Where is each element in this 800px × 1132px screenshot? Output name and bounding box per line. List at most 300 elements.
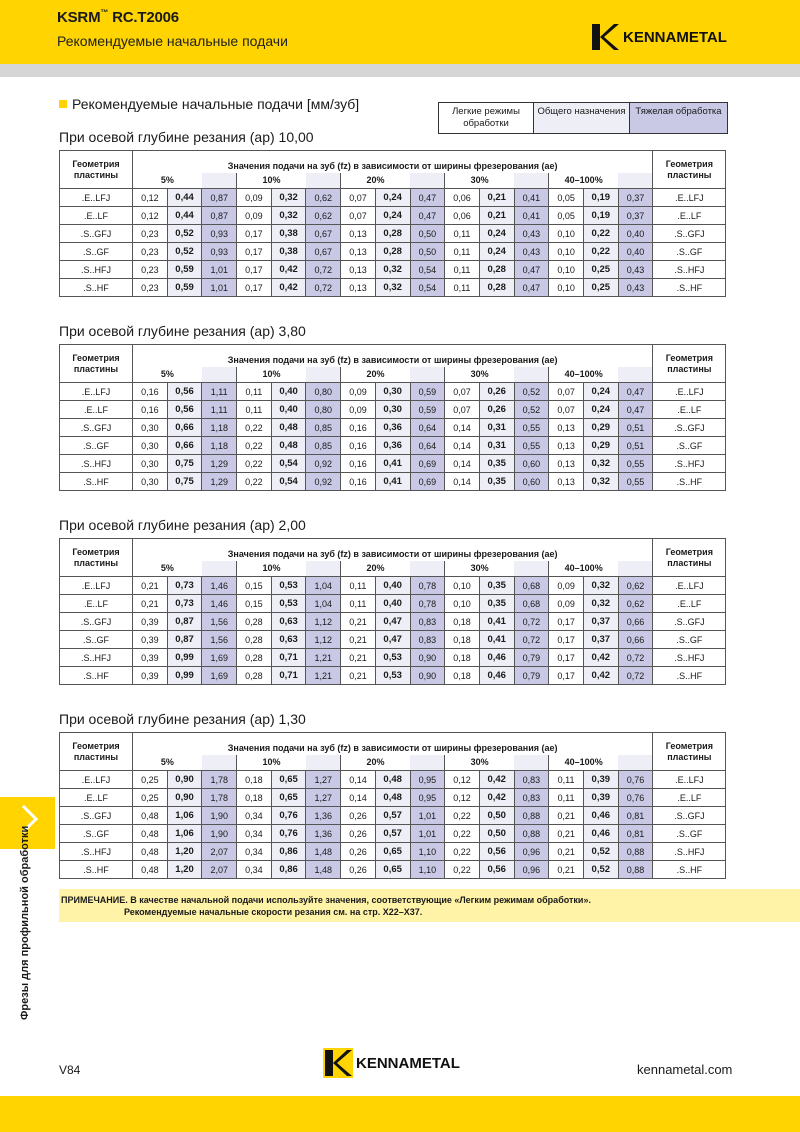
feed-value-cell: 0,22 [445,807,480,825]
feed-value-cell: 1,01 [410,807,445,825]
feed-value-cell: 0,15 [237,595,272,613]
feed-value-cell: 0,34 [237,807,272,825]
table-row [60,455,726,473]
feed-value-cell: 0,17 [549,613,584,631]
feed-value-cell: 0,39 [583,771,618,789]
feed-value-cell: 0,40 [618,243,653,261]
feed-value-cell: 0,69 [410,455,445,473]
width-header-spacer [202,173,237,189]
feed-value-cell: 0,85 [306,419,341,437]
feed-value-cell: 0,67 [306,225,341,243]
feed-value-cell: 1,36 [306,825,341,843]
feed-value-cell: 0,47 [514,261,549,279]
feed-value-cell: 0,18 [445,667,480,685]
kennametal-logo [590,22,727,52]
footer-logo-wordmark: KENNAMETAL [356,1054,460,1072]
geometry-cell-right: .S..GF [653,825,726,843]
geometry-cell-right: .E..LFJ [653,189,726,207]
geometry-cell-right: .E..LFJ [653,383,726,401]
table-row [60,473,726,491]
feed-value-cell: 0,56 [167,401,202,419]
feed-value-cell: 0,31 [479,419,514,437]
feed-value-cell: 0,36 [375,419,410,437]
feed-value-cell: 1,10 [410,861,445,879]
feed-value-cell: 0,96 [514,861,549,879]
feed-value-cell: 0,06 [445,207,480,225]
feed-value-cell: 0,37 [583,631,618,649]
feed-value-cell: 0,52 [514,401,549,419]
geometry-cell-right: .S..GFJ [653,419,726,437]
feed-value-cell: 0,30 [133,419,168,437]
feed-value-cell: 0,50 [410,243,445,261]
width-header-spacer [306,755,341,771]
feed-value-cell: 0,83 [410,613,445,631]
feed-value-cell: 0,90 [410,649,445,667]
feed-value-cell: 1,56 [202,631,237,649]
feed-value-cell: 0,16 [133,401,168,419]
footer-kennametal-logo [323,1048,460,1078]
feed-value-cell: 0,17 [237,261,272,279]
feed-value-cell: 0,11 [445,225,480,243]
feed-value-cell: 0,12 [445,789,480,807]
width-header: 40–100% [549,755,618,771]
feed-value-cell: 0,55 [618,455,653,473]
feed-value-cell: 0,83 [410,631,445,649]
feed-value-cell: 0,09 [549,577,584,595]
feed-value-cell: 0,21 [133,595,168,613]
feed-value-cell: 0,75 [167,455,202,473]
feed-value-cell: 0,25 [583,279,618,297]
feed-value-cell: 0,11 [341,577,376,595]
feed-value-cell: 0,40 [618,225,653,243]
feed-value-cell: 0,14 [445,437,480,455]
feed-value-cell: 0,55 [514,419,549,437]
feed-value-cell: 0,32 [583,577,618,595]
feed-value-cell: 1,01 [410,825,445,843]
feed-value-cell: 0,11 [549,789,584,807]
geometry-cell-right: .S..HF [653,667,726,685]
feed-value-cell: 0,32 [375,279,410,297]
feed-value-cell: 0,48 [133,861,168,879]
feed-value-cell: 1,12 [306,613,341,631]
feed-value-cell: 0,14 [341,789,376,807]
feed-value-cell: 0,53 [271,577,306,595]
feed-value-cell: 0,85 [306,437,341,455]
feed-value-cell: 0,22 [237,473,272,491]
feed-value-cell: 0,36 [375,437,410,455]
feed-value-cell: 0,13 [549,473,584,491]
feed-value-cell: 0,24 [375,207,410,225]
feed-value-cell: 0,39 [583,789,618,807]
feed-value-cell: 1,18 [202,437,237,455]
feed-value-cell: 0,11 [341,595,376,613]
feed-value-cell: 0,52 [167,225,202,243]
depth-title-1: При осевой глубине резания (ap) 10,00 [59,129,314,145]
feed-value-cell: 2,07 [202,861,237,879]
feed-value-cell: 0,90 [167,771,202,789]
feed-value-cell: 0,11 [237,401,272,419]
feed-value-cell: 0,09 [237,207,272,225]
feed-value-cell: 0,76 [271,807,306,825]
feed-value-cell: 0,67 [306,243,341,261]
feed-value-cell: 0,86 [271,843,306,861]
width-header: 20% [341,755,410,771]
feed-value-cell: 0,43 [514,225,549,243]
geometry-cell-right: .S..HFJ [653,455,726,473]
feed-value-cell: 0,40 [271,383,306,401]
legend [438,102,728,134]
feed-value-cell: 0,47 [375,631,410,649]
width-header-spacer [202,755,237,771]
feed-value-cell: 0,72 [306,279,341,297]
table-row [60,383,726,401]
geometry-cell: .S..HFJ [60,261,133,279]
feed-value-cell: 0,32 [583,473,618,491]
feed-value-cell: 0,38 [271,243,306,261]
feed-value-cell: 0,25 [133,789,168,807]
feed-value-cell: 0,78 [410,595,445,613]
feed-value-cell: 0,87 [167,631,202,649]
feed-value-cell: 0,54 [271,455,306,473]
width-header-spacer [618,755,653,771]
feed-value-cell: 0,26 [341,843,376,861]
feed-value-cell: 1,04 [306,595,341,613]
width-header-spacer [514,755,549,771]
feed-value-cell: 0,62 [306,207,341,225]
geometry-cell-right: .S..GFJ [653,807,726,825]
feed-value-cell: 1,27 [306,789,341,807]
feed-value-cell: 1,01 [202,279,237,297]
geometry-cell: .S..GF [60,437,133,455]
geometry-cell-right: .S..HF [653,473,726,491]
feed-value-cell: 1,11 [202,401,237,419]
width-header-spacer [306,367,341,383]
feed-value-cell: 0,51 [618,437,653,455]
feed-value-cell: 0,93 [202,243,237,261]
geometry-cell: .S..GF [60,243,133,261]
footer-url-link[interactable]: kennametal.com [637,1062,733,1077]
feed-value-cell: 1,21 [306,649,341,667]
feed-value-cell: 1,10 [410,843,445,861]
feed-value-cell: 0,52 [514,383,549,401]
feed-value-cell: 0,24 [479,225,514,243]
feed-value-cell: 0,90 [410,667,445,685]
legend-light: Легкие режимы обработки [439,103,534,133]
feed-value-cell: 0,30 [133,437,168,455]
width-header: 5% [133,173,202,189]
page-subtitle: Рекомендуемые начальные подачи [57,33,288,49]
table-row [60,771,726,789]
width-header: 40–100% [549,173,618,189]
width-header-spacer [306,173,341,189]
feed-value-cell: 1,20 [167,861,202,879]
feed-value-cell: 0,53 [375,649,410,667]
feed-value-cell: 1,36 [306,807,341,825]
feed-value-cell: 0,87 [202,207,237,225]
feed-value-cell: 0,87 [167,613,202,631]
feed-value-cell: 1,56 [202,613,237,631]
feed-value-cell: 0,17 [549,667,584,685]
feed-value-cell: 1,90 [202,825,237,843]
feed-value-cell: 1,06 [167,807,202,825]
width-header-spacer [618,561,653,577]
feed-value-cell: 0,10 [445,577,480,595]
feed-value-cell: 0,39 [133,613,168,631]
feed-caption: Значения подачи на зуб (fz) в зависимости от ширины фрезерования (ae) [133,733,653,755]
feed-value-cell: 0,96 [514,843,549,861]
product-title: KSRM™ RC.T2006 [57,8,179,26]
feed-value-cell: 1,21 [306,667,341,685]
logo-wordmark: KENNAMETAL [623,28,727,46]
feed-value-cell: 0,47 [618,401,653,419]
feed-value-cell: 0,56 [479,861,514,879]
width-header-spacer [618,367,653,383]
feed-value-cell: 0,51 [618,419,653,437]
width-header: 5% [133,367,202,383]
feed-value-cell: 1,48 [306,861,341,879]
geometry-header: Геометрия пластины [60,345,133,383]
feed-value-cell: 0,72 [306,261,341,279]
width-header-spacer [410,367,445,383]
feed-value-cell: 0,13 [341,261,376,279]
feed-value-cell: 0,28 [237,613,272,631]
feed-value-cell: 0,88 [514,807,549,825]
feed-value-cell: 0,26 [341,825,376,843]
feed-value-cell: 0,62 [618,577,653,595]
feed-value-cell: 0,48 [133,825,168,843]
feed-value-cell: 0,43 [618,279,653,297]
feed-value-cell: 1,06 [167,825,202,843]
width-header-spacer [410,561,445,577]
feed-value-cell: 0,25 [133,771,168,789]
feed-value-cell: 0,17 [549,631,584,649]
feed-value-cell: 0,07 [445,383,480,401]
feed-value-cell: 0,24 [375,189,410,207]
feed-value-cell: 0,43 [618,261,653,279]
feed-value-cell: 0,25 [583,261,618,279]
feed-value-cell: 0,62 [306,189,341,207]
geometry-cell-right: .E..LFJ [653,577,726,595]
feed-value-cell: 1,90 [202,807,237,825]
legend-heavy: Тяжелая обработка [630,103,727,133]
legend-general: Общего назначения [534,103,630,133]
feed-value-cell: 0,42 [271,261,306,279]
geometry-cell: .S..HF [60,473,133,491]
feed-value-cell: 0,44 [167,189,202,207]
width-header-spacer [618,173,653,189]
feed-value-cell: 0,72 [514,631,549,649]
geometry-cell: .S..HFJ [60,843,133,861]
depth-title-4: При осевой глубине резания (ap) 1,30 [59,711,306,727]
feed-value-cell: 0,42 [583,667,618,685]
feed-value-cell: 0,13 [549,437,584,455]
feed-value-cell: 0,16 [341,419,376,437]
feed-value-cell: 0,41 [479,613,514,631]
feed-value-cell: 0,16 [341,437,376,455]
feed-value-cell: 0,32 [583,455,618,473]
geometry-cell-right: .S..GFJ [653,225,726,243]
feed-value-cell: 0,41 [479,631,514,649]
feed-value-cell: 0,32 [583,595,618,613]
feed-value-cell: 1,78 [202,771,237,789]
feed-value-cell: 0,78 [410,577,445,595]
feed-value-cell: 0,17 [237,279,272,297]
feed-value-cell: 0,06 [445,189,480,207]
feed-value-cell: 0,42 [479,789,514,807]
feed-value-cell: 0,86 [271,861,306,879]
feed-value-cell: 1,04 [306,577,341,595]
feed-value-cell: 0,83 [514,771,549,789]
feed-value-cell: 0,22 [237,419,272,437]
feed-value-cell: 0,22 [445,843,480,861]
feed-value-cell: 0,29 [583,437,618,455]
geometry-cell-right: .S..GF [653,631,726,649]
feed-value-cell: 0,60 [514,455,549,473]
feed-value-cell: 0,23 [133,279,168,297]
feed-value-cell: 0,46 [479,649,514,667]
feed-value-cell: 0,46 [583,825,618,843]
width-header: 30% [445,173,514,189]
feed-value-cell: 0,46 [479,667,514,685]
feed-value-cell: 0,18 [445,649,480,667]
geometry-cell-right: .E..LF [653,789,726,807]
feed-value-cell: 0,05 [549,207,584,225]
feed-value-cell: 0,83 [514,789,549,807]
geometry-cell: .S..GFJ [60,419,133,437]
kennametal-logo-icon [590,22,620,52]
feed-value-cell: 1,11 [202,383,237,401]
feed-value-cell: 0,18 [237,789,272,807]
feed-value-cell: 0,13 [549,419,584,437]
feed-value-cell: 0,57 [375,825,410,843]
feed-value-cell: 1,20 [167,843,202,861]
feed-value-cell: 1,12 [306,631,341,649]
feed-value-cell: 0,21 [549,861,584,879]
feed-value-cell: 0,24 [479,243,514,261]
feed-value-cell: 0,59 [167,261,202,279]
feed-value-cell: 0,43 [514,243,549,261]
feed-value-cell: 0,47 [618,383,653,401]
feed-value-cell: 0,21 [341,613,376,631]
geometry-cell-right: .E..LF [653,595,726,613]
feed-value-cell: 0,41 [375,455,410,473]
feed-value-cell: 0,48 [375,771,410,789]
geometry-cell: .S..GFJ [60,807,133,825]
geometry-cell: .E..LF [60,207,133,225]
feed-value-cell: 0,47 [375,613,410,631]
feed-value-cell: 0,11 [549,771,584,789]
width-header: 5% [133,561,202,577]
feed-value-cell: 0,09 [341,383,376,401]
feed-value-cell: 0,26 [341,861,376,879]
feed-value-cell: 0,59 [410,383,445,401]
geometry-cell: .S..HF [60,861,133,879]
feed-value-cell: 0,80 [306,401,341,419]
feed-value-cell: 0,14 [341,771,376,789]
feed-value-cell: 0,21 [133,577,168,595]
feed-value-cell: 0,37 [618,207,653,225]
feed-value-cell: 0,16 [133,383,168,401]
geometry-cell-right: .S..HFJ [653,649,726,667]
feed-caption: Значения подачи на зуб (fz) в зависимости от ширины фрезерования (ae) [133,151,653,173]
feed-value-cell: 0,99 [167,649,202,667]
feed-value-cell: 0,14 [445,473,480,491]
feed-value-cell: 0,54 [410,261,445,279]
geometry-cell: .S..HF [60,667,133,685]
feed-value-cell: 0,07 [341,189,376,207]
feed-value-cell: 0,53 [375,667,410,685]
feed-value-cell: 0,11 [445,261,480,279]
feed-value-cell: 0,29 [583,419,618,437]
feed-value-cell: 0,21 [479,189,514,207]
width-header-spacer [514,367,549,383]
feed-value-cell: 1,46 [202,595,237,613]
feed-value-cell: 0,56 [479,843,514,861]
feed-value-cell: 0,54 [410,279,445,297]
feed-value-cell: 0,59 [410,401,445,419]
geometry-header: Геометрия пластины [60,151,133,189]
feed-value-cell: 0,12 [133,207,168,225]
feed-value-cell: 0,13 [341,243,376,261]
feed-value-cell: 0,28 [237,667,272,685]
geometry-cell-right: .S..HFJ [653,261,726,279]
footer-band [0,1096,800,1132]
feed-value-cell: 0,95 [410,789,445,807]
feed-value-cell: 0,24 [583,401,618,419]
feed-value-cell: 0,65 [271,771,306,789]
feed-value-cell: 0,34 [237,825,272,843]
feed-value-cell: 0,35 [479,455,514,473]
feed-value-cell: 0,80 [306,383,341,401]
feed-value-cell: 0,44 [167,207,202,225]
feed-value-cell: 0,92 [306,473,341,491]
feed-value-cell: 0,55 [618,473,653,491]
feed-value-cell: 0,19 [583,189,618,207]
feed-value-cell: 0,42 [479,771,514,789]
geometry-header-right: Геометрия пластины [653,733,726,771]
feed-value-cell: 0,35 [479,473,514,491]
feed-value-cell: 0,66 [167,437,202,455]
section-heading: Рекомендуемые начальные подачи [мм/зуб] [59,96,359,112]
feed-value-cell: 0,28 [237,649,272,667]
width-header: 30% [445,561,514,577]
feed-value-cell: 0,13 [549,455,584,473]
feed-value-cell: 0,21 [341,667,376,685]
width-header-spacer [202,561,237,577]
feed-value-cell: 0,21 [549,843,584,861]
feed-value-cell: 0,60 [514,473,549,491]
table-row [60,261,726,279]
feed-value-cell: 0,56 [167,383,202,401]
geometry-cell-right: .E..LF [653,207,726,225]
footer-logo-icon [323,1048,353,1078]
geometry-cell: .S..GFJ [60,225,133,243]
feed-value-cell: 0,63 [271,613,306,631]
feed-value-cell: 0,90 [167,789,202,807]
feed-value-cell: 0,76 [618,771,653,789]
feed-value-cell: 0,37 [618,189,653,207]
feed-value-cell: 0,21 [341,631,376,649]
feed-value-cell: 0,35 [479,595,514,613]
geometry-cell: .E..LFJ [60,383,133,401]
feed-value-cell: 0,42 [271,279,306,297]
feed-value-cell: 0,93 [202,225,237,243]
feed-value-cell: 0,48 [133,807,168,825]
feed-value-cell: 0,76 [618,789,653,807]
geometry-cell: .E..LF [60,595,133,613]
feed-value-cell: 0,16 [341,455,376,473]
width-header-spacer [410,755,445,771]
